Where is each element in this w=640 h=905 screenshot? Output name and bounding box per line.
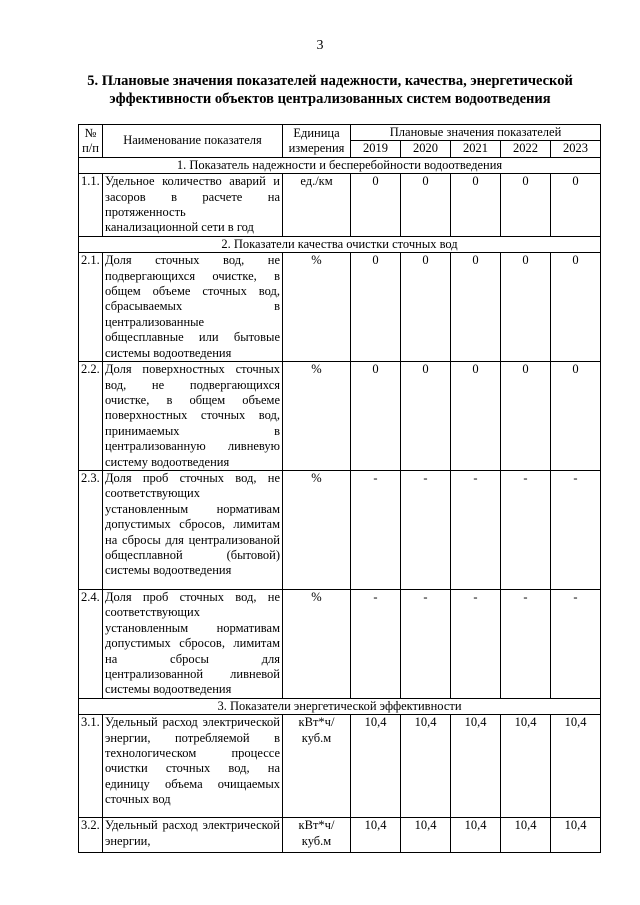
value-cell: -: [401, 470, 451, 589]
section-row: [79, 236, 601, 252]
col-header-year: 2023: [551, 141, 601, 157]
table-row: [79, 818, 601, 853]
table-body: [79, 157, 601, 852]
indicator-name: Доля сточных вод, не подвергающихся очистке, в общем объеме сточных вод, сбрасываемых в централизованные общесплавные или бытовые системы водоотведения: [103, 253, 283, 362]
value-cell: 10,4: [451, 818, 501, 853]
indicator-name: Доля проб сточных вод, не соответствующих установленным нормативам допустимых сбросов, лимитам на сбросы для централизованной ливневой системы водоотведения: [103, 589, 283, 698]
value-cell: 0: [351, 362, 401, 471]
section-title: 2. Показатели качества очистки сточных вод: [79, 236, 601, 252]
value-cell: 10,4: [451, 715, 501, 818]
row-number: 2.4.: [79, 589, 103, 698]
value-cell: 0: [351, 174, 401, 237]
unit-cell: %: [283, 589, 351, 698]
value-cell: -: [451, 470, 501, 589]
indicator-name: Доля проб сточных вод, не соответствующих установленным нормативам допустимых сбросов, лимитам на сбросы для централизованой общесплавной (бытовой) системы водоотведения: [103, 470, 283, 589]
unit-cell: %: [283, 470, 351, 589]
table-row: [79, 362, 601, 471]
value-cell: 0: [551, 362, 601, 471]
col-header-year: 2019: [351, 141, 401, 157]
indicator-name: Удельный расход электрической энергии,: [103, 818, 283, 853]
value-cell: -: [351, 589, 401, 698]
col-header-name: Наименование показателя: [103, 125, 283, 158]
row-number: 2.3.: [79, 470, 103, 589]
col-header-year: 2020: [401, 141, 451, 157]
table-row: [79, 253, 601, 362]
indicator-name: Доля поверхностных сточных вод, не подвергающихся очистке, в общем объеме поверхностных сточных вод, принимаемых в централизованную ливневую систему водоотведения: [103, 362, 283, 471]
col-header-unit: Единица измерения: [283, 125, 351, 158]
value-cell: 0: [401, 362, 451, 471]
value-cell: -: [501, 589, 551, 698]
row-number: 2.1.: [79, 253, 103, 362]
section-row: [79, 157, 601, 173]
row-number: 2.2.: [79, 362, 103, 471]
unit-cell: кВт*ч/ куб.м: [283, 715, 351, 818]
value-cell: 0: [401, 253, 451, 362]
row-number: 1.1.: [79, 174, 103, 237]
col-header-num: № п/п: [79, 125, 103, 158]
row-number: 3.1.: [79, 715, 103, 818]
section-title: 3. Показатели энергетической эффективности: [79, 698, 601, 714]
value-cell: 0: [451, 362, 501, 471]
page-number: 3: [316, 38, 324, 53]
value-cell: 10,4: [501, 715, 551, 818]
unit-cell: %: [283, 253, 351, 362]
indicator-name: Удельный расход электрической энергии, потребляемой в технологическом процессе очистки сточных вод, на единицу объема очищаемых сточных вод: [103, 715, 283, 818]
value-cell: 0: [401, 174, 451, 237]
value-cell: -: [501, 470, 551, 589]
value-cell: 10,4: [551, 715, 601, 818]
value-cell: -: [551, 589, 601, 698]
value-cell: 10,4: [401, 715, 451, 818]
value-cell: 10,4: [351, 715, 401, 818]
table-row: [79, 174, 601, 237]
col-header-year: 2022: [501, 141, 551, 157]
value-cell: 0: [501, 174, 551, 237]
section-heading: 5. Плановые значения показателей надежности, качества, энергетической эффективности объектов централизованных систем водоотведения: [87, 73, 573, 107]
value-cell: -: [401, 589, 451, 698]
value-cell: 10,4: [351, 818, 401, 853]
value-cell: 0: [501, 253, 551, 362]
value-cell: 0: [451, 174, 501, 237]
value-cell: 0: [351, 253, 401, 362]
unit-cell: %: [283, 362, 351, 471]
value-cell: 0: [451, 253, 501, 362]
value-cell: 0: [551, 174, 601, 237]
table-row: [79, 470, 601, 589]
section-row: [79, 698, 601, 714]
value-cell: 10,4: [551, 818, 601, 853]
value-cell: 10,4: [401, 818, 451, 853]
indicator-name: Удельное количество аварий и засоров в расчете на протяженность канализационной сети в год: [103, 174, 283, 237]
value-cell: -: [451, 589, 501, 698]
table-row: [79, 589, 601, 698]
indicators-table: [78, 124, 601, 853]
unit-cell: кВт*ч/ куб.м: [283, 818, 351, 853]
unit-cell: ед./км: [283, 174, 351, 237]
row-number: 3.2.: [79, 818, 103, 853]
value-cell: -: [551, 470, 601, 589]
value-cell: -: [351, 470, 401, 589]
table-row: [79, 715, 601, 818]
col-header-planned: Плановые значения показателей: [351, 125, 601, 141]
value-cell: 0: [551, 253, 601, 362]
section-title: 1. Показатель надежности и бесперебойности водоотведения: [79, 157, 601, 173]
value-cell: 0: [501, 362, 551, 471]
value-cell: 10,4: [501, 818, 551, 853]
col-header-year: 2021: [451, 141, 501, 157]
